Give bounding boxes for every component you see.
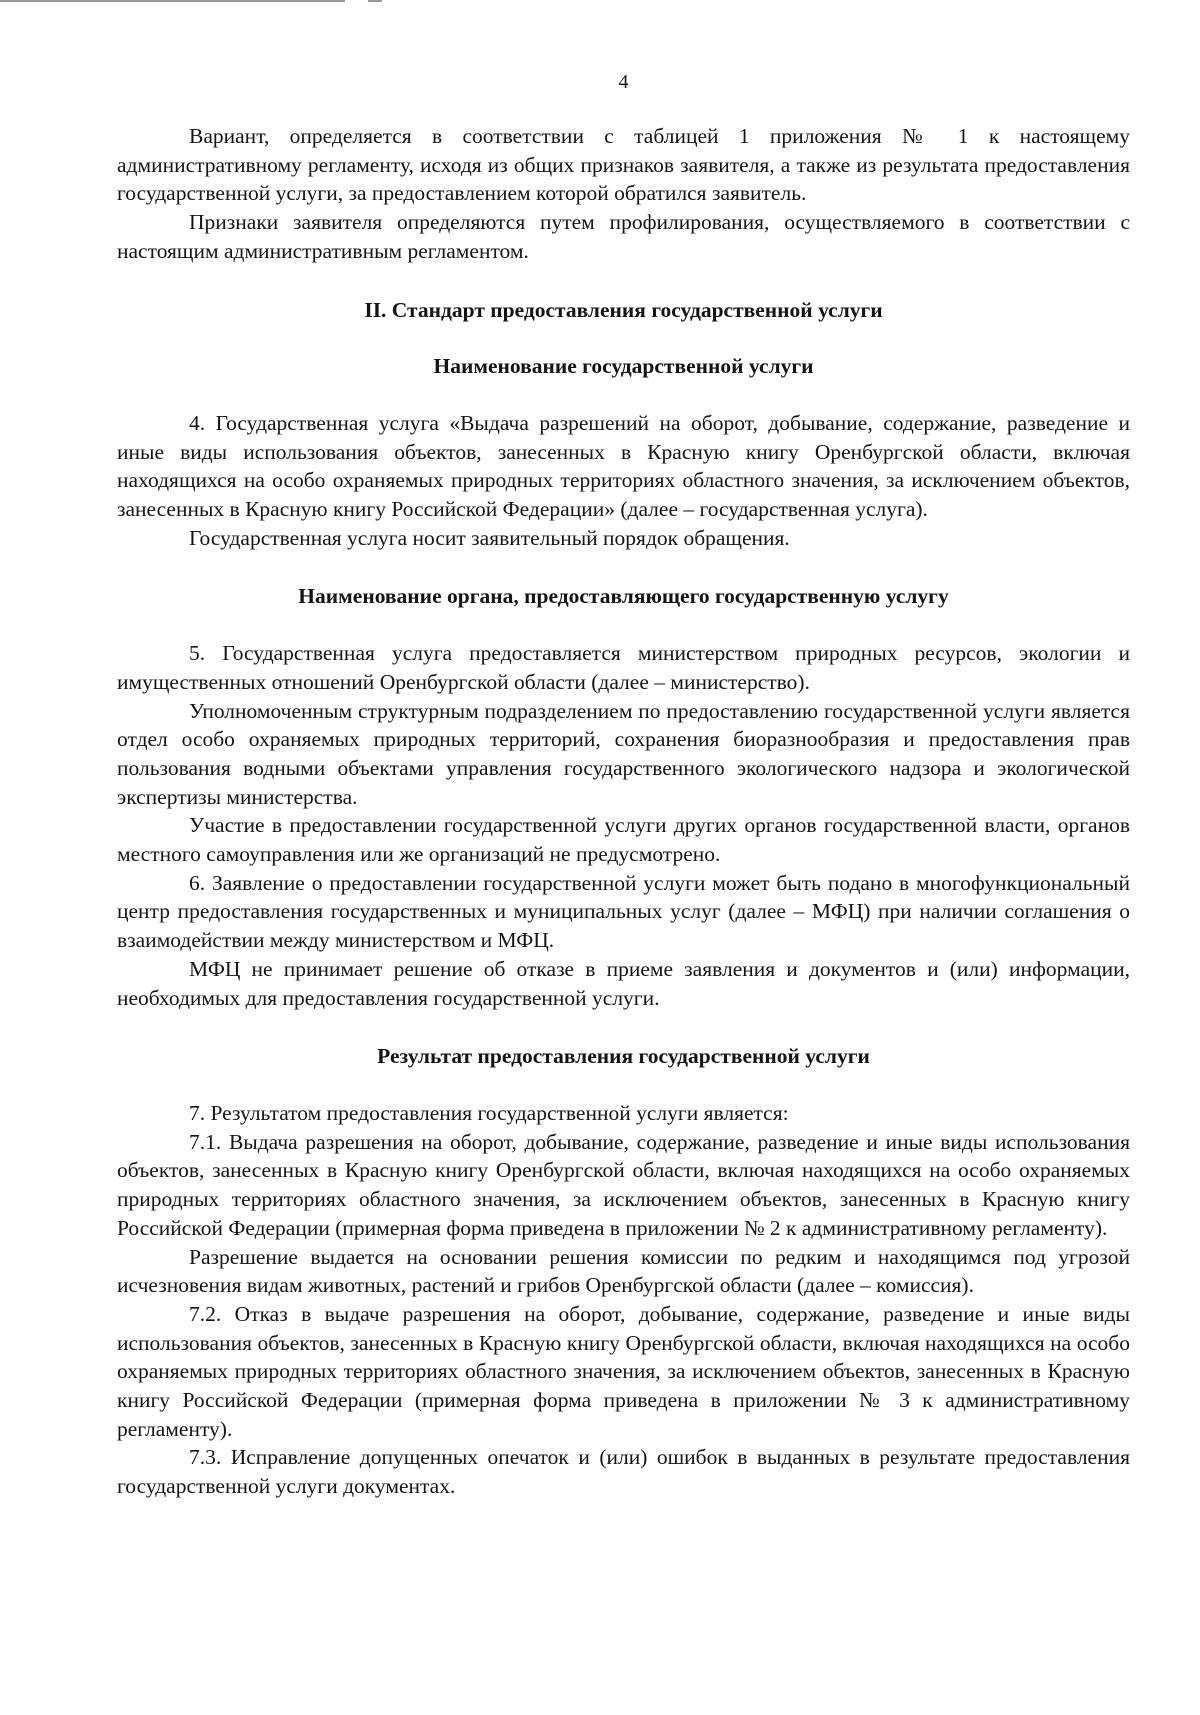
paragraph: МФЦ не принимает решение об отказе в приеме заявления и документов и (или) информации, необходимых для предоставления государственной услуги. [117,956,1130,1010]
paragraph: Уполномоченным структурным подразделением по предоставлению государственной услуги является отдел особо охраняемых природных территорий, сохранения биоразнообразия и предоставления прав пользования водными объектами управления государственного экологического надзора и экологической экспертизы министерства. [117,698,1130,809]
paragraph: 7.1. Выдача разрешения на оборот, добывание, содержание, разведение и иные виды использования объектов, занесенных в Красную книгу Оренбургской области, включая находящихся на особо охраняемых природных территориях областного значения, за исключением объектов, занесенных в Красную книгу Российской Федерации (примерная форма приведена в приложении № 2 к административному регламенту). [117,1129,1130,1240]
heading-service-organ: Наименование органа, предоставляющего государственную услугу [298,584,949,609]
paragraph: 7.3. Исправление допущенных опечаток и (или) ошибок в выданных в результате предоставления государственной услуги документах. [117,1445,1130,1499]
paragraph: Признаки заявителя определяются путем профилирования, осуществляемого в соответствии с настоящим административным регламентом. [117,210,1130,263]
page-number: 4 [618,71,629,93]
paragraph: 4. Государственная услуга «Выдача разрешений на оборот, добывание, содержание, разведение и иные виды использования объектов, занесенных в Красную книгу Оренбургской области, включая находящихся на особо охраняемых природных территориях областного значения, за исключением объектов, занесенных в Красную книгу Российской Федерации» (далее – государственная услуга). [117,410,1130,522]
paragraph: 5. Государственная услуга предоставляется министерством природных ресурсов, экологии и имущественных отношений Оренбургской области (далее – министерство). [117,641,1130,694]
document-page [117,70,1130,1501]
paragraph: 6. Заявление о предоставлении государственной услуги может быть подано в многофункциональный центр предоставления государственных и муниципальных услуг (далее – МФЦ) при наличии соглашения о взаимодействии между министерством и МФЦ. [117,870,1130,953]
paragraph: Вариант, определяется в соответствии с таблицей 1 приложения № 1 к настоящему административному регламенту, исходя из общих признаков заявителя, а также из результата предоставления государственной услуги, за предоставлением которой обратился заявитель. [117,124,1130,206]
paragraph: Разрешение выдается на основании решения комиссии по редким и находящимся под угрозой исчезновения видам животных, растений и грибов Оренбургской области (далее – комиссия). [117,1244,1130,1298]
heading-service-name: Наименование государственной услуги [433,354,814,379]
paragraph: 7. Результатом предоставления государственной услуги является: [189,1100,789,1125]
scan-edge-mark [0,0,345,2]
heading-service-result: Результат предоставления государственной услуги [377,1044,870,1069]
paragraph: Государственная услуга носит заявительный порядок обращения. [189,525,790,550]
paragraph: 7.2. Отказ в выдаче разрешения на оборот, добывание, содержание, разведение и иные виды использования объектов, занесенных в Красную книгу Оренбургской области, включая находящихся на особо охраняемых природных территориях областного значения, за исключением объектов, занесенных в Красную книгу Российской Федерации (примерная форма приведена в приложении № 3 к административному регламенту). [117,1301,1130,1441]
section-title: II. Стандарт предоставления государственной услуги [364,297,883,322]
scan-edge-mark [368,0,382,2]
paragraph: Участие в предоставлении государственной услуги других органов государственной власти, органов местного самоуправления или же организаций не предусмотрено. [117,813,1130,867]
